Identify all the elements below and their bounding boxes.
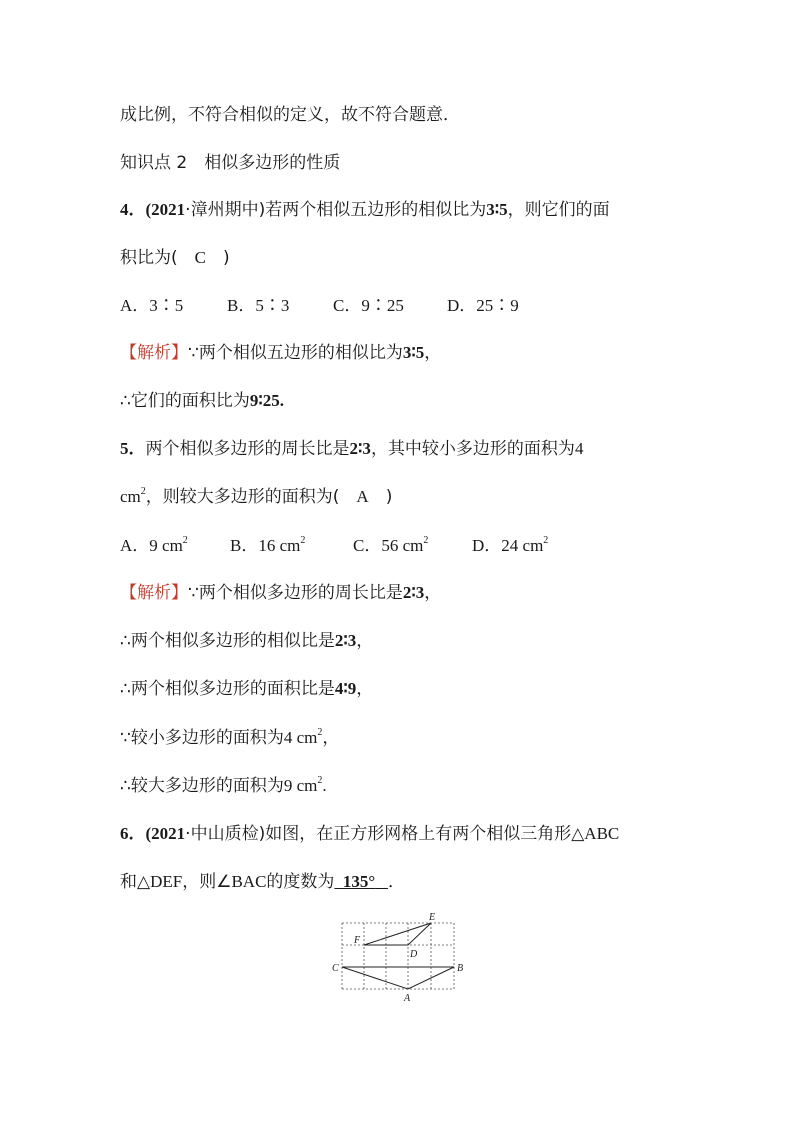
area-value: 4 cm (283, 728, 318, 747)
question-text: ·漳州期中)若两个相似五边形的相似比为 (185, 200, 487, 220)
question-number: 5． (120, 439, 146, 458)
ratio-value: 9∶25. (249, 391, 285, 410)
analysis-text: ， (424, 343, 442, 363)
text-line (120, 104, 460, 126)
question-5-options (120, 535, 548, 557)
superscript: 2 (140, 486, 146, 498)
analysis-text: . (322, 776, 327, 795)
analysis-text: ∴两个相似多边形的相似比是 (120, 631, 335, 651)
area-value: 9 cm (283, 776, 318, 795)
question-text: ． (387, 872, 405, 892)
analysis-5-line2 (120, 630, 373, 652)
question-text: 两个相似多边形的周长比是 (145, 439, 350, 459)
question-5 (120, 438, 583, 460)
section-heading (120, 152, 340, 174)
triangle-abc (342, 967, 454, 989)
label-b: B (457, 963, 464, 974)
ratio-value: 2∶3 (349, 439, 371, 458)
angle-label: BAC (231, 872, 267, 891)
option-b: B．5∶3 (227, 296, 290, 315)
option-text: D．24 cm (472, 536, 544, 555)
question-text: ，则∠ (182, 872, 232, 892)
question-text: ，则它们的面 (507, 200, 610, 220)
question-text: ，则较大多边形的面积为( (145, 487, 357, 507)
option-c (353, 535, 472, 557)
heading-text: 知识点 2 相似多边形的性质 (120, 153, 341, 173)
question-text: ·中山质检)如图，在正方形网格上有两个相似三角形 (185, 824, 572, 844)
analysis-tag: 【解析】 (120, 343, 188, 363)
superscript: 2 (182, 535, 188, 547)
option-c: C．9∶25 (333, 296, 404, 315)
analysis-text: ∴较大多边形的面积为 (120, 776, 284, 796)
option-text: A．9 cm (120, 536, 183, 555)
grid (342, 923, 454, 989)
analysis-tag: 【解析】 (120, 583, 188, 603)
label-d: D (410, 949, 418, 960)
question-text: 和 (120, 872, 137, 892)
analysis-text: ， (424, 583, 442, 603)
option-d: D．25∶9 (447, 296, 519, 315)
question-text: 积比为( (120, 248, 195, 268)
triangle-def (364, 923, 431, 945)
area-value: 4 (574, 439, 584, 458)
option-a (120, 535, 230, 557)
question-6 (120, 823, 619, 845)
question-text: 的度数为 (266, 872, 335, 892)
analysis-4-line2 (120, 390, 284, 412)
analysis-text: ∴两个相似多边形的面积比是 (120, 679, 335, 699)
option-a: A．3∶5 (120, 296, 184, 315)
question-5-line2 (120, 486, 392, 508)
answer-value: C (194, 248, 206, 267)
answer-value: 135° (342, 872, 376, 891)
analysis-text: ∵两个相似多边形的周长比是 (188, 583, 403, 603)
analysis-5-line1 (120, 582, 441, 604)
superscript: 2 (317, 775, 323, 787)
ratio-value: 3∶5 (402, 343, 425, 362)
label-f: F (354, 935, 361, 946)
analysis-text: ∵较小多边形的面积为 (120, 728, 284, 748)
analysis-text: ∵两个相似五边形的相似比为 (188, 343, 403, 363)
option-text: C．56 cm (353, 536, 424, 555)
triangle-label: △DEF (137, 872, 183, 891)
question-text: ，其中较小多边形的面积为 (370, 439, 575, 459)
superscript: 2 (543, 535, 549, 547)
analysis-5-line3 (120, 678, 373, 700)
question-text: ) (205, 248, 230, 268)
analysis-5-line4 (120, 727, 339, 749)
label-c: C (332, 963, 339, 974)
label-a: A (404, 993, 411, 1004)
superscript: 2 (317, 727, 323, 739)
analysis-text: ， (322, 728, 340, 748)
label-e: E (429, 912, 436, 923)
analysis-5-line5 (120, 775, 327, 797)
option-d (472, 535, 548, 557)
superscript: 2 (423, 535, 429, 547)
ratio-value: 2∶3 (334, 631, 357, 650)
answer-blank (334, 872, 388, 891)
unit-text: cm (120, 487, 141, 506)
question-text: ) (368, 487, 393, 507)
question-4-line2 (120, 247, 230, 269)
superscript: 2 (300, 535, 306, 547)
ratio-value: 3∶5 (486, 200, 508, 219)
triangle-label: △ABC (571, 824, 620, 843)
answer-value: A (356, 487, 369, 506)
triangle-grid-figure (327, 908, 472, 1008)
ratio-value: 4∶9 (334, 679, 357, 698)
question-6-line2 (120, 871, 405, 893)
analysis-4-line1 (120, 342, 441, 364)
question-4 (120, 199, 610, 221)
ratio-value: 2∶3 (402, 583, 425, 602)
analysis-text: ， (356, 679, 374, 699)
question-4-options (120, 295, 519, 317)
analysis-text: ∴它们的面积比为 (120, 391, 250, 411)
question-number: 4．(2021 (120, 200, 186, 219)
option-b (230, 535, 353, 557)
paragraph-text: 成比例，不符合相似的定义，故不符合题意． (120, 105, 460, 125)
question-number: 6．(2021 (120, 824, 186, 843)
analysis-text: ， (356, 631, 374, 651)
option-text: B．16 cm (230, 536, 301, 555)
